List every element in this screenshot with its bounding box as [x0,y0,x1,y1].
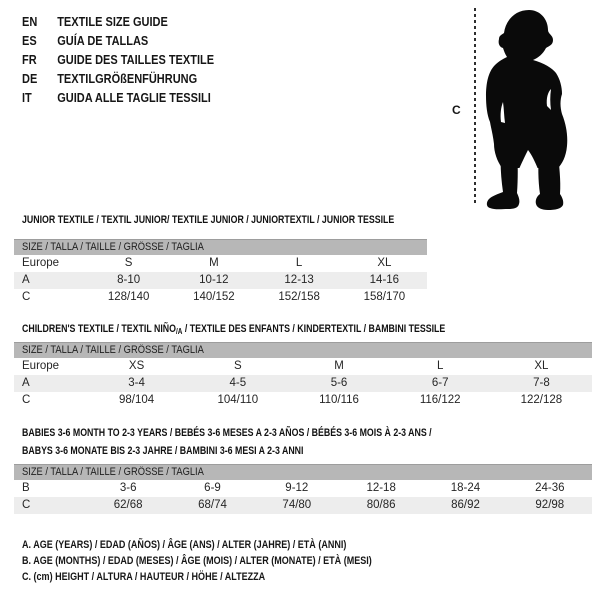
row-label: C [22,394,31,406]
lang-label: GUIDE DES TAILLES TEXTILE [57,53,215,67]
table-cell: 10-12 [199,274,229,286]
table-cell: 98/104 [119,394,155,406]
row-label: C [22,291,31,303]
size-header-label: SIZE / TALLA / TAILLE / GRÖSSE / TAGLIA [22,241,204,253]
table-cell: 24-36 [535,482,565,494]
title-text: / TEXTILE DES ENFANTS / KINDERTEXTIL / BAMBINI TESSILE [182,323,446,335]
lang-row-es [22,32,214,51]
lang-code: ES [22,34,37,48]
lang-code: IT [22,91,32,105]
table-cell: M [209,257,219,269]
children-size-table [14,342,592,409]
lang-row-de [22,70,214,89]
table-cell: 74/80 [282,499,312,511]
row-label: Europe [22,360,60,372]
size-header-row [14,464,592,480]
row-label: C [22,499,31,511]
table-cell: 18-24 [450,482,481,494]
table-row-height [14,497,592,514]
table-cell: M [334,360,344,372]
lang-code: DE [22,72,38,86]
table-cell: 110/116 [319,394,359,406]
language-title-list [22,13,240,108]
table-cell: XL [534,360,549,372]
row-label: A [22,274,30,286]
table-cell: XS [128,360,145,372]
note-height-cm: C. (cm) HEIGHT / ALTURA / HAUTEUR / HÖHE / ALTEZZA [22,571,266,583]
table-cell: 8-10 [117,274,141,286]
row-label: Europe [22,257,60,269]
title-line: BABIES 3-6 MONTH TO 2-3 YEARS / BEBÉS 3-6 MESES A 2-3 AÑOS / BÉBÉS 3-6 MOIS À 2-3 ANS / [22,427,432,439]
size-header-row [14,239,427,255]
note-age-months: B. AGE (MONTHS) / EDAD (MESES) / ÂGE (MOIS) / ALTER (MONATE) / ETÀ (MESI) [22,555,372,567]
toddler-silhouette-icon [478,2,592,214]
table-cell: 62/68 [113,499,143,511]
table-cell: 104/110 [217,394,259,406]
junior-table-title: JUNIOR TEXTILE / TEXTIL JUNIOR/ TEXTILE JUNIOR / JUNIORTEXTIL / JUNIOR TESSILE [22,214,395,226]
table-cell: 6-9 [204,482,221,494]
table-cell: 68/74 [198,499,227,511]
lang-label: TEXTILE SIZE GUIDE [57,15,168,29]
row-label: B [22,482,30,494]
table-cell: 3-4 [128,377,145,389]
table-cell: 80/86 [366,499,396,511]
title-line: BABYS 3-6 MONATE BIS 2-3 JAHRE / BAMBINI 3-6 MESI A 2-3 ANNI [22,445,304,457]
table-row-height [14,289,427,306]
lang-code: EN [22,15,38,29]
table-row-age-months [14,480,592,497]
lang-label: GUIDA ALLE TAGLIE TESSILI [57,91,211,105]
table-cell: 128/140 [107,291,150,303]
size-header-label: SIZE / TALLA / TAILLE / GRÖSSE / TAGLIA [22,466,204,478]
height-measure-dashed-line [474,8,476,206]
babies-table-title [22,424,432,460]
table-cell: 5-6 [330,377,348,389]
table-cell: 7-8 [533,377,550,389]
lang-label: TEXTILGRÖßENFÜHRUNG [57,72,198,86]
lang-row-fr [22,51,214,70]
size-header-row [14,342,592,358]
note-age-years: A. AGE (YEARS) / EDAD (AÑOS) / ÂGE (ANS) / ALTER (JAHRE) / ETÀ (ANNI) [22,539,347,551]
table-cell: L [437,360,444,372]
table-cell: 86/92 [451,499,480,511]
table-cell: L [295,257,303,269]
table-row-age [14,375,592,392]
lang-row-it [22,89,214,108]
table-cell: 152/158 [278,291,320,303]
title-subscript: /A [175,327,183,336]
table-cell: 158/170 [363,291,406,303]
babies-size-table [14,464,592,514]
table-cell: 4-5 [229,377,247,389]
legend-notes [22,537,449,585]
table-cell: 92/98 [535,499,565,511]
table-cell: 3-6 [119,482,137,494]
table-row-europe [14,358,592,375]
table-cell: 12-18 [366,482,396,494]
table-cell: 12-13 [284,274,314,286]
table-cell: 6-7 [431,377,449,389]
row-label: A [22,377,30,389]
table-row-age [14,272,427,289]
children-table-title [22,320,445,341]
table-cell: 140/152 [193,291,235,303]
table-cell: XL [377,257,392,269]
table-row-europe [14,255,427,272]
table-cell: S [124,257,133,269]
junior-size-table [14,239,427,306]
table-cell: S [233,360,242,372]
height-measure-label: C [452,103,461,117]
table-cell: 9-12 [285,482,309,494]
lang-row-en [22,13,214,32]
lang-code: FR [22,53,37,67]
table-cell: 14-16 [369,274,400,286]
lang-label: GUÍA DE TALLAS [57,34,149,48]
size-header-label: SIZE / TALLA / TAILLE / GRÖSSE / TAGLIA [22,344,204,356]
table-row-height [14,392,592,409]
table-cell: 116/122 [419,394,461,406]
title-text: CHILDREN'S TEXTILE / TEXTIL NIÑO [22,323,176,335]
table-cell: 122/128 [520,394,563,406]
